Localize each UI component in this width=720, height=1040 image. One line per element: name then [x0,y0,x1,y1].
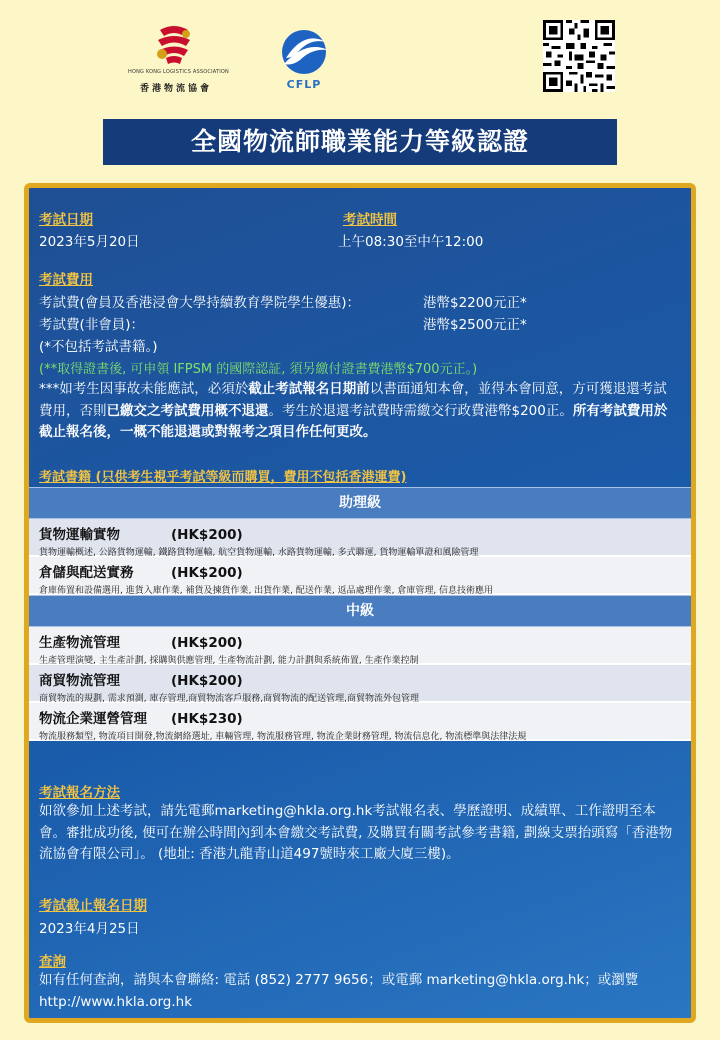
refund-policy-part-2: 以書面通知本會，並得本會同意，方可獲退還考試費用，否則 [39,381,667,419]
header [0,0,720,110]
book-title: 倉儲與配送實務 [39,565,134,581]
fee-member-label: 考試費(會員及香港浸會大學持續教育學院學生優惠)： [39,295,361,311]
page-title: 全國物流師職業能力等級認證 [103,119,617,165]
refund-policy-bold-1: 截止考試報名日期前 [248,381,370,397]
book-description: 商貿物流的規劃, 需求預測, 庫存管理,商貿物流客戶服務,商貿物流的配送管理,商貿物流外包管理 [39,694,420,704]
book-title: 貨物運輸實物 [39,527,120,543]
exam-time-heading: 考試時間 [343,212,397,228]
fees-heading: 考試費用 [39,272,93,288]
book-price: (HK$200) [171,527,243,543]
hkla-chinese-name: 香港物流協會 [139,84,212,94]
cflp-logo [276,28,332,94]
refund-policy-part-3: 。考生於退還考試費時需繳交行政費港幣$200正。 [268,402,573,419]
book-price: (HK$200) [171,565,243,581]
deadline-value: 2023年4月25日 [39,921,140,937]
book-row [29,627,691,665]
books-table [29,487,691,741]
exam-date-value: 2023年5月20日 [39,234,140,250]
fee-nonmember-label: 考試費(非會員)： [39,317,145,333]
book-description: 生產管理演變, 主生產計劃, 採購與供應管理, 生產物流計劃, 能力計劃與系統佈置, 生產作業控制 [39,656,419,666]
exam-date-heading: 考試日期 [39,212,93,228]
deadline-heading: 考試截止報名日期 [39,898,147,914]
book-description: 物流服務類型, 物流項目開發,物流網絡選址, 車輛管理, 物流服務管理, 物流企業財務管理, 物流信息化, 物流標準與法律法規 [39,732,527,742]
book-title: 物流企業運營管理 [39,711,147,727]
book-price: (HK$230) [171,711,243,727]
book-row [29,557,691,595]
fee-exclusion-note: (*不包括考試書籍。) [39,339,158,355]
refund-policy-part-1: ***如考生因事故未能應試，必須於 [39,381,249,397]
book-row [29,703,691,741]
enquiry-text: 如有任何查詢，請與本會聯絡: 電話 (852) 2777 9656；或電郵 marketing@hkla.org.hk；或瀏覽http://www.hkla.org.hk [39,972,639,1010]
ifpsm-note: (**取得證書後, 可申領 IFPSM 的國際認証, 須另繳付證書費港幣$700元正。) [39,362,478,377]
enquiry-heading: 查詢 [39,954,66,970]
refund-policy-bold-3: 所有考試費用於截止報名後，一概不能退還或對報考之項目作任何更改。 [39,402,668,440]
book-price: (HK$200) [171,673,243,689]
cflp-emblem-icon [276,28,332,78]
registration-text: 如欲參加上述考試，請先電郵marketing@hkla.org.hk考試報名表、學歷證明、成績單、工作證明至本會。審批成功後, 便可在辦公時間內到本會繳交考試費, 及購買有關考試參考書籍, 劃線支票抬頭寫「香港物流協會有限公司」。 (地址: 香港九龍青山道497號時來工廠大廈三樓)。 [39,803,673,862]
fee-nonmember-value: 港幣$2500元正* [423,317,527,333]
book-row [29,665,691,703]
book-row [29,519,691,557]
registration-heading: 考試報名方法 [39,785,120,801]
exam-time-value: 上午08:30至中午12:00 [338,234,484,250]
hkla-logo [128,24,229,96]
level-header-assistant: 助理級 [29,487,691,519]
refund-policy [39,379,679,444]
book-title: 生產物流管理 [39,635,120,651]
hkla-emblem-icon [154,24,194,66]
refund-policy-bold-2: 已繳交之考試費用概不退還 [106,402,269,419]
book-description: 倉庫佈置和設備選用, 進貨入庫作業, 補貨及揀貨作業, 出貨作業, 配送作業, 返品處理作業, 倉庫管理, 信息技術應用 [39,586,494,596]
book-title: 商貿物流管理 [39,673,120,689]
book-price: (HK$200) [171,635,243,651]
info-panel [24,183,696,1023]
cflp-text: CFLP [286,78,322,91]
fee-member-value: 港幣$2200元正* [423,295,527,311]
hkla-english-name: HONG KONG LOGISTICS ASSOCIATION [128,69,229,75]
books-heading: 考試書籍 (只供考生視乎考試等級而購買，費用不包括香港運費) [39,470,407,485]
level-header-intermediate: 中級 [29,595,691,627]
book-description: 貨物運輸概述, 公路貨物運輸, 鐵路貨物運輸, 航空貨物運輸, 水路貨物運輸, 多式聯運, 貨物運輸單證和風險管理 [39,548,479,558]
qr-code-icon [543,20,615,92]
